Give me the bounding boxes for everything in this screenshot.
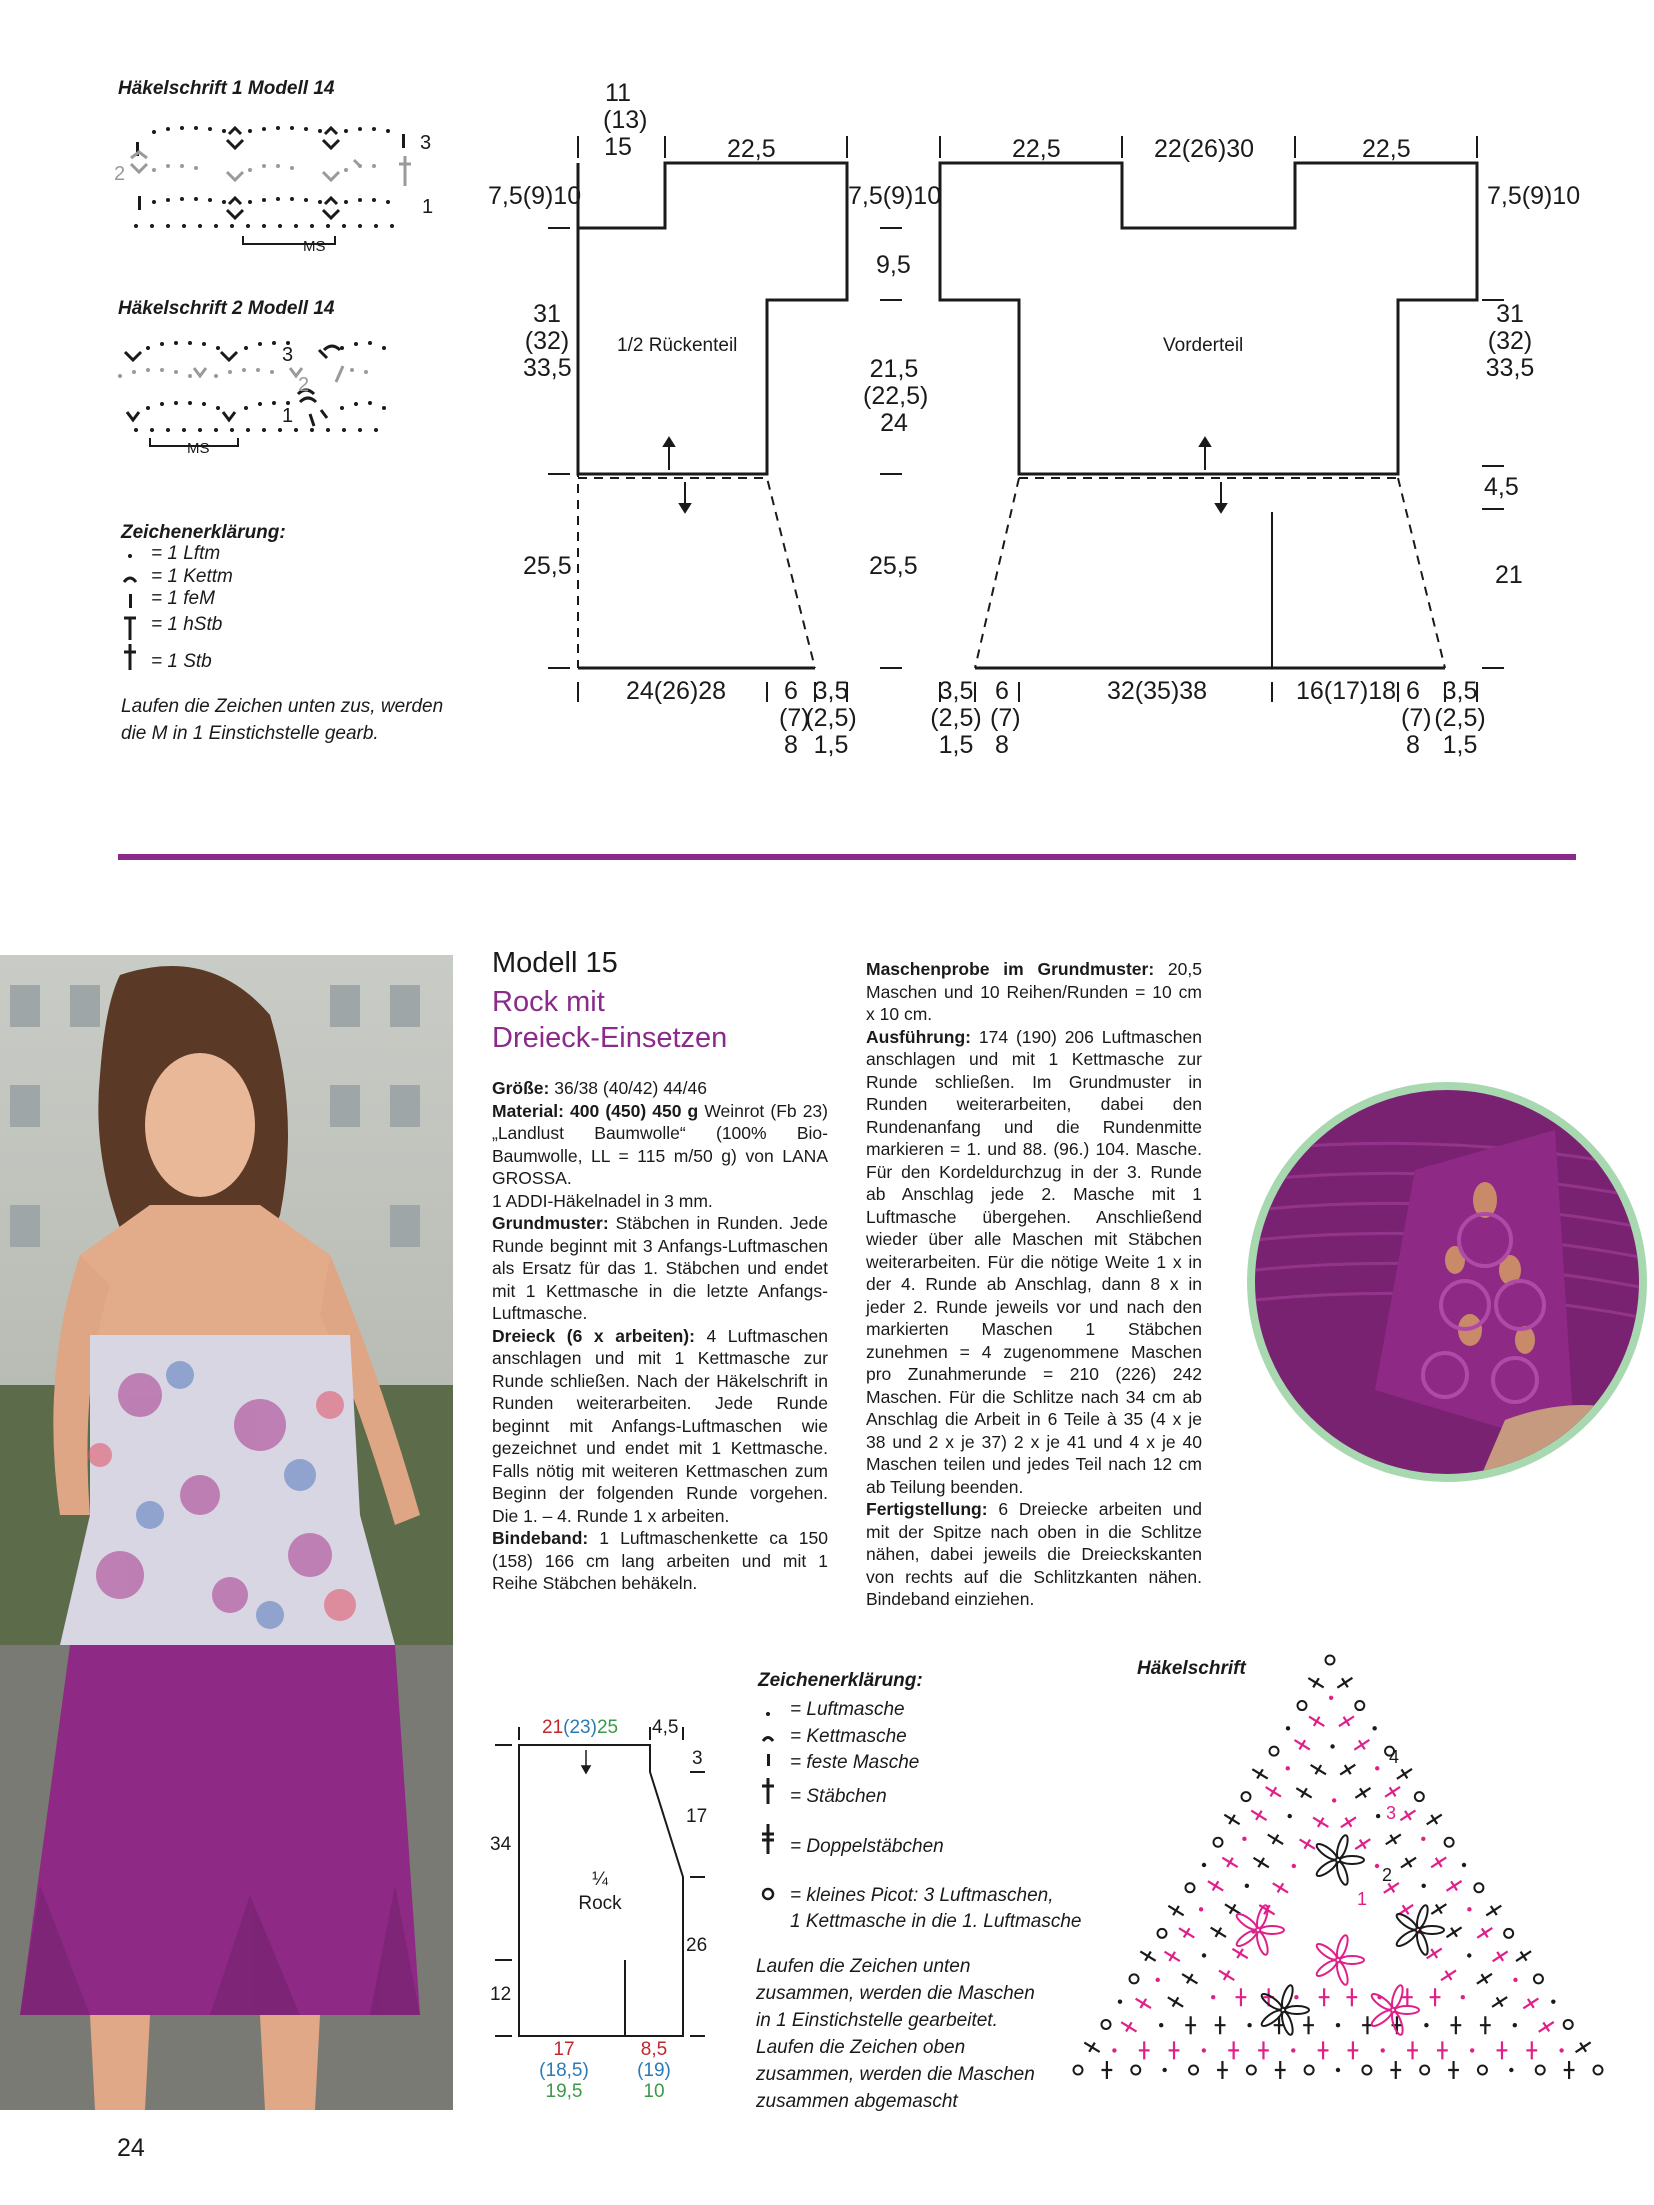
skirt-dim-bottom-left: 17 (18,5) 19,5 xyxy=(539,2039,589,2102)
row-label-1: 1 xyxy=(422,196,434,218)
instruction-text: 1 ADDI-Häkelnadel in 3 mm. xyxy=(492,1190,713,1211)
legend2-title: Zeichenerklärung: xyxy=(758,1670,923,1691)
page-number: 24 xyxy=(117,2134,145,2162)
back-dim-bottom-b: 6 (7) 8 xyxy=(779,677,810,759)
legend2-item-luftmasche: = Luftmasche xyxy=(790,1699,905,1720)
legend1-item-lftm: = 1 Lftm xyxy=(151,543,221,564)
legend2-item-doppelstaebchen: = Doppelstäbchen xyxy=(790,1836,944,1857)
ms-label-1: MS xyxy=(303,238,326,255)
front-dim-right-d: 21 xyxy=(1495,561,1523,589)
row-label-3: 3 xyxy=(420,132,432,154)
skirt-dim-17: 17 xyxy=(686,1806,708,1827)
chart2-row-1: 1 xyxy=(282,405,294,427)
legend1-item-hstb: = 1 hStb xyxy=(151,614,223,635)
model-title: Rock mit Dreieck-Einsetzen xyxy=(492,986,728,1054)
front-dim-right-c: 4,5 xyxy=(1484,473,1519,501)
legend2-item-picot-2: 1 Kettmasche in die 1. Luftmasche xyxy=(790,1911,1082,1932)
instruction-heading: Material: 400 (450) 450 g xyxy=(492,1100,699,1121)
instruction-text: 6 Dreiecke arbeiten und mit der Spitze nach oben in die Schlitze nähen, dabei jeweils die Dreieckskanten von rechts auf die Schlitzkanten nähen. Bindeband einziehen. xyxy=(866,1499,1202,1609)
instruction-heading: Bindeband: xyxy=(492,1528,589,1548)
instruction-text: 20,5 Maschen und 10 Reihen/Runden = 10 cm x 10 cm. xyxy=(866,959,1202,1024)
skirt-dim-top-width: 21(23)25 xyxy=(542,1717,619,1738)
middle-dim-b: 9,5 xyxy=(876,251,911,279)
legend1-item-stb: = 1 Stb xyxy=(151,651,212,672)
row-label-2: 2 xyxy=(114,163,126,185)
front-dim-bottom-d: 16(17)18 xyxy=(1296,677,1397,705)
triangle-chart-title: Häkelschrift xyxy=(1137,1658,1246,1679)
triangle-round-3: 3 xyxy=(1386,1803,1397,1823)
instruction-heading: Ausführung: xyxy=(866,1026,971,1047)
chart1-title: Häkelschrift 1 Modell 14 xyxy=(118,78,335,99)
back-dim-left-c: 25,5 xyxy=(523,552,572,580)
instruction-text: 36/38 (40/42) 44/46 xyxy=(549,1078,707,1098)
front-dim-bottom-c: 32(35)38 xyxy=(1107,677,1208,705)
front-dim-top-b: 22(26)30 xyxy=(1154,135,1255,163)
legend2-item-kettmasche: = Kettmasche xyxy=(790,1726,907,1747)
back-dim-bottom-a: 24(26)28 xyxy=(626,677,727,705)
instruction-heading: Dreieck (6 x arbeiten): xyxy=(492,1325,695,1346)
triangle-round-2: 2 xyxy=(1382,1865,1393,1885)
skirt-dim-26: 26 xyxy=(686,1935,708,1956)
middle-dim-d: 25,5 xyxy=(869,552,918,580)
chart2-row-2: 2 xyxy=(298,374,310,396)
back-dim-left-b: 31 (32) 33,5 xyxy=(523,300,572,382)
front-dim-bottom-e: 6 (7) 8 xyxy=(1401,677,1432,759)
legend1-item-kettm: = 1 Kettm xyxy=(151,566,233,587)
middle-dim-a: 7,5(9)10 xyxy=(848,182,942,210)
legend2-note: Laufen die Zeichen unten zusammen, werden die Maschen in 1 Einstichstelle gearbeitet. Laufen die Zeichen oben zusammen, werden die Maschen zusammen abgemascht xyxy=(756,1956,1035,2112)
skirt-dim-34: 34 xyxy=(490,1834,512,1855)
instruction-heading: Grundmuster: xyxy=(492,1213,609,1233)
back-dim-top-b: 22,5 xyxy=(727,135,776,163)
front-dim-bottom-b: 6 (7) 8 xyxy=(990,677,1021,759)
legend2-symbols xyxy=(758,1700,788,1910)
back-dim-left-a: 7,5(9)10 xyxy=(488,182,582,210)
chart2-row-3: 3 xyxy=(282,344,294,366)
legend1-item-fem: = 1 feM xyxy=(151,588,215,609)
legend1-note: Laufen die Zeichen unten zus, werden die M in 1 Einstichstelle gearb. xyxy=(121,696,444,744)
back-dim-bottom-c: 3,5 (2,5) 1,5 xyxy=(805,677,857,759)
middle-dim-c: 21,5 (22,5) 24 xyxy=(863,355,929,437)
instruction-text: 174 (190) 206 Luftmaschen anschlagen und mit 1 Kettmasche zur Runde schließen. Im Grundmuster in Runden weiterarbeiten, dabei den Rundenanfang und die Rundenmitte markieren = 1. und 88. (96.) 104. Masche. Für den Kordeldurchzug in der 3. Runde ab Anschlag jede 2. Masche mit 1 Luftmasche übergehen. Anschließend wieder über alle Maschen mit Stäbchen weiterarbeiten. Für die nötige Weite 1 x in der 4. Runde ab Anschlag, dann 8 x in jeder 2. Runde jeweils vor und nach den markierten Maschen 1 Stäbchen zunehmen = 4 zugenommene Maschen pro Zunahmerunde = 210 (226) 242 Maschen. Für die Schlitze nach 34 cm ab Anschlag die Arbeit in 6 Teile à 35 (4 x je 38 und 2 x je 37) 2 x je 41 und 4 x je 40 Maschen teilen und jedes Teil nach 12 cm ab Teilung beenden. xyxy=(866,1026,1202,1497)
legend2-item-picot: = kleines Picot: 3 Luftmaschen, xyxy=(790,1885,1054,1906)
instruction-text: Stäbchen in Runden. Jede Runde beginnt mit 3 Anfangs-Luftmaschen als Ersatz für das 1. Stäbchen und endet mit 1 Kettmasche in die letzte Anfangs-Luftmasche. xyxy=(492,1213,828,1323)
skirt-dim-top-right: 4,5 xyxy=(652,1717,679,1738)
ms-label-2: MS xyxy=(187,440,210,457)
front-dim-bottom-a: 3,5 (2,5) 1,5 xyxy=(930,677,982,759)
front-dim-right-a: 7,5(9)10 xyxy=(1487,182,1581,210)
instruction-heading: Fertigstellung: xyxy=(866,1499,988,1519)
front-dim-top-a: 22,5 xyxy=(1012,135,1061,163)
front-dim-bottom-f: 3,5 (2,5) 1,5 xyxy=(1434,677,1486,759)
legend2-item-staebchen: = Stäbchen xyxy=(790,1786,887,1807)
skirt-label: ¼ Rock xyxy=(578,1869,622,1914)
skirt-dim-12: 12 xyxy=(490,1984,512,2005)
triangle-crochet-chart xyxy=(1058,1630,1648,2090)
instruction-text: 1 Luftmaschenkette ca 150 (158) 166 cm lang arbeiten und mit 1 Reihe Stäbchen behäkeln. xyxy=(492,1528,828,1593)
skirt-dim-3: 3 xyxy=(692,1748,703,1769)
front-label: Vorderteil xyxy=(1163,335,1244,356)
legend2-item-feste-masche: = feste Masche xyxy=(790,1752,920,1773)
model-number: Modell 15 xyxy=(492,947,618,979)
triangle-round-4: 4 xyxy=(1389,1747,1400,1767)
chart2-title: Häkelschrift 2 Modell 14 xyxy=(118,298,335,319)
skirt-dim-bottom-right: 8,5 (19) 10 xyxy=(637,2039,671,2102)
back-dim-top-a: 11 (13) 15 xyxy=(603,79,648,161)
front-dim-top-c: 22,5 xyxy=(1362,135,1411,163)
instruction-heading: Maschenprobe im Grundmuster: xyxy=(866,959,1155,979)
back-label: 1/2 Rückenteil xyxy=(617,335,738,356)
instruction-text: Weinrot (Fb 23) „Landlust Baumwolle“ (100% Bio-Baumwolle, LL = 115 m/50 g) von LANA GROSSA. xyxy=(492,1100,828,1188)
legend1-title: Zeichenerklärung: xyxy=(121,522,286,543)
triangle-round-1: 1 xyxy=(1357,1889,1368,1909)
front-dim-right-b: 31 (32) 33,5 xyxy=(1485,300,1535,382)
instruction-text: 4 Luftmaschen anschlagen und mit 1 Kettmasche zur Runde schließen. Nach der Häkelschrift in Runden weiterarbeiten. Jede Runde beginnt mit Anfangs-Luftmaschen wie gezeichnet und endet mit 1 Kettmasche. Falls nötig mit weiteren Kettmaschen zum Beginn der folgenden Runde vorgehen. Die 1. – 4. Runde 1 x arbeiten. xyxy=(492,1325,829,1526)
instruction-heading: Größe: xyxy=(492,1078,550,1098)
